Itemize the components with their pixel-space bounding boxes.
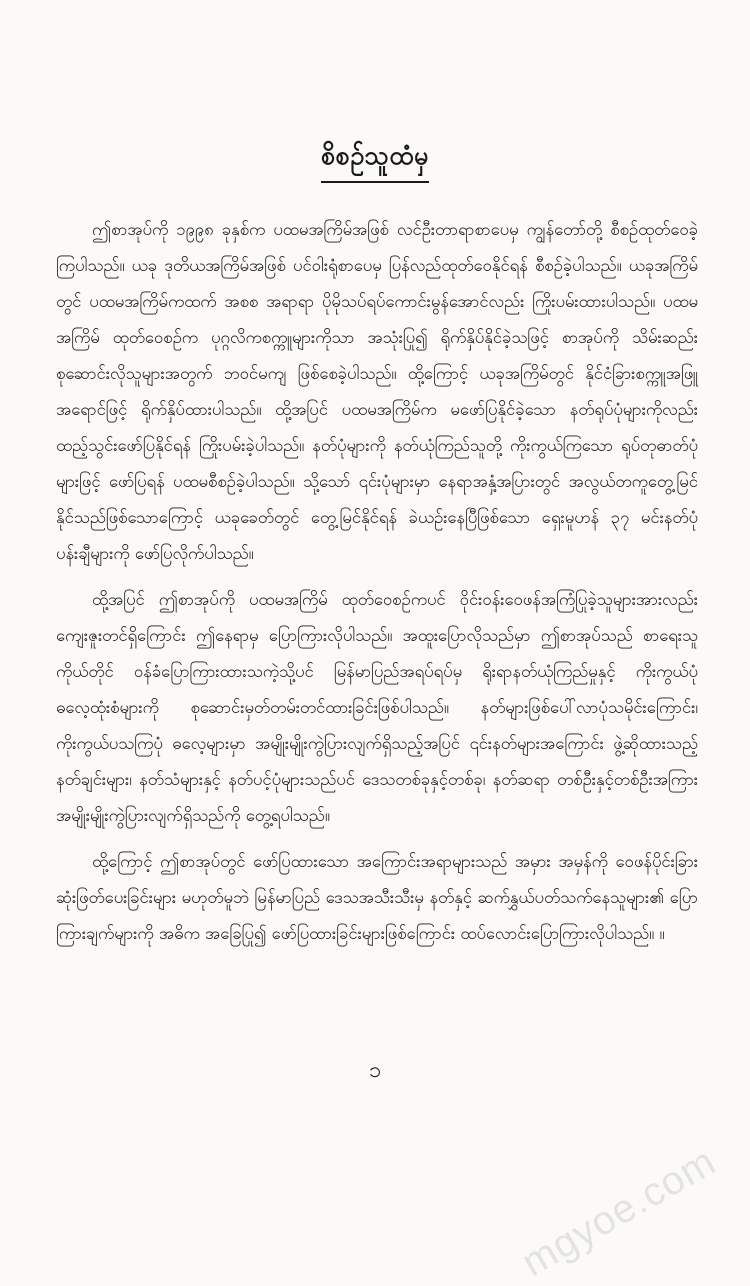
page-title: စိစဉ်သူထံမှ: [321, 140, 429, 183]
watermark: mgyoe.com: [514, 1139, 724, 1286]
paragraph-1: ဤစာအုပ်ကို ၁၉၉၈ ခုနှစ်က ပထမအကြိမ်အဖြစ် လင်ဦးတာရာစာပေမှ ကျွန်တော်တို့ စီစဉ်ထုတ်ဝေခဲ့ကြပါသည်။ ယခု ဒုတိယအကြိမ်အဖြစ် ပင်ဝါးရုံစာပေမှ ပြန်လည်ထုတ်ဝေနိုင်ရန် စီစဉ်ခဲ့ပါသည်။ ယခုအကြိမ်တွင် ပထမအကြိမ်ကထက် အစစ အရာရာ ပိုမိုသပ်ရပ်ကောင်းမွန်အောင်လည်း ကြိုးပမ်းထားပါသည်။ ပထမအကြိမ် ထုတ်ဝေစဉ်က ပုဂ္ဂလိကစက္ကူများကိုသာ အသုံးပြု၍ ရိုက်နှိပ်နိုင်ခဲ့သဖြင့် စာအုပ်ကို သိမ်းဆည်းစုဆောင်းလိုသူများအတွက် ဘဝင်မကျ ဖြစ်စေခဲ့ပါသည်။ ထို့ကြောင့် ယခုအကြိမ်တွင် နိုင်ငံခြားစက္ကူအဖြူအရောင်ဖြင့် ရိုက်နှိပ်ထားပါသည်။ ထို့အပြင် ပထမအကြိမ်က မဖော်ပြနိုင်ခဲ့သော နတ်ရုပ်ပုံများကိုလည်း ထည့်သွင်းဖော်ပြနိုင်ရန် ကြိုးပမ်းခဲ့ပါသည်။ နတ်ပုံများကို နတ်ယုံကြည်သူတို့ ကိုးကွယ်ကြသော ရုပ်တုဓာတ်ပုံများဖြင့် ဖော်ပြရန် ပထမစီစဉ်ခဲ့ပါသည်။ သို့သော် ၎င်းပုံများမှာ နေရာအနှံ့အပြားတွင် အလွယ်တကူတွေ့မြင်နိုင်သည်ဖြစ်သောကြောင့် ယခုခေတ်တွင် တွေ့မြင်နိုင်ရန် ခဲယဉ်းနေပြီဖြစ်သော ရှေးမူဟန် ၃၇ မင်းနတ်ပုံ ပန်းချီများကို ဖော်ပြလိုက်ပါသည်။: [56, 220, 698, 563]
page-number: ၁: [368, 1058, 382, 1083]
paragraph-3: ထို့ကြောင့် ဤစာအုပ်တွင် ဖော်ပြထားသော အကြောင်းအရာများသည် အမှား အမှန်ကို ဝေဖန်ပိုင်းခြား ဆုံးဖြတ်ပေးခြင်းများ မဟုတ်မူဘဲ မြန်မာပြည် ဒေသအသီးသီးမှ နတ်နှင့် ဆက်နွှယ်ပတ်သက်နေသူများ၏ ပြောကြားချက်များကို အဓိက အခြေပြု၍ ဖော်ပြထားခြင်းများဖြစ်ကြောင်း ထပ်လောင်းပြောကြားလိုပါသည်။ ။: [56, 852, 698, 943]
title-container: [0, 140, 750, 183]
body-text: [56, 212, 698, 962]
paragraph-2: ထို့အပြင် ဤစာအုပ်ကို ပထမအကြိမ် ထုတ်ဝေစဉ်ကပင် ဝိုင်းဝန်းဝေဖန်အကြံပြုခဲ့သူများအားလည်း ကျေးဇူးတင်ရှိကြောင်း ဤနေရာမှ ပြောကြားလိုပါသည်။ အထူးပြောလိုသည်မှာ ဤစာအုပ်သည် စာရေးသူကိုယ်တိုင် ဝန်ခံပြောကြားထားသကဲ့သို့ပင် မြန်မာပြည်အရပ်ရပ်မှ ရိုးရာနတ်ယုံကြည်မှုနှင့် ကိုးကွယ်ပုံဓလေ့ထုံးစံများကို စုဆောင်းမှတ်တမ်းတင်ထားခြင်းဖြစ်ပါသည်။ နတ်များဖြစ်ပေါ်လာပုံသမိုင်းကြောင်း၊ ကိုးကွယ်ပသကြပုံ ဓလေ့များမှာ အမျိုးမျိုးကွဲပြားလျက်ရှိသည့်အပြင် ၎င်းနတ်များအကြောင်း ဖွဲ့ဆိုထားသည့် နတ်ချင်းများ၊ နတ်သံများနှင့် နတ်ပင့်ပုံများသည်ပင် ဒေသတစ်ခုနှင့်တစ်ခု၊ နတ်ဆရာ တစ်ဦးနှင့်တစ်ဦးအကြား အမျိုးမျိုးကွဲပြားလျက်ရှိသည်ကို တွေ့ရပါသည်။: [56, 590, 698, 825]
